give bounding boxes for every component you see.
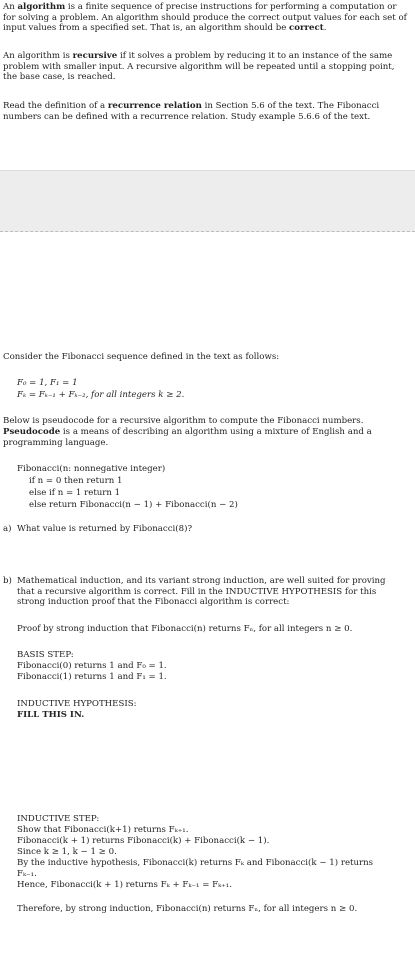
inductive-hypothesis-fill[interactable]: FILL THIS IN. xyxy=(17,710,85,720)
fibonacci-definition-line2: Fₖ = Fₖ₋₁ + Fₖ₋₂, for all integers k ≥ 2. xyxy=(17,390,185,400)
fibonacci-definition-line1: F₀ = 1, F₁ = 1 xyxy=(17,378,78,388)
pseudocode-line-elseif: else if n = 1 return 1 xyxy=(29,488,121,498)
inductive-step-line2: Fibonacci(k + 1) returns Fibonacci(k) + Fibonacci(k − 1). xyxy=(17,836,270,846)
recurrence-relation-note: Read the definition of a recurrence relation in Section 5.6 of the text. The Fibonacci numbers can be defined with a recurrence relation. Study example 5.6.6 of the text. xyxy=(3,101,380,122)
pseudocode-line-if: if n = 0 then return 1 xyxy=(29,476,123,486)
pseudocode-definition: Pseudocode is a means of describing an algorithm using a mixture of English and a programming language. xyxy=(3,427,372,448)
proof-conclusion: Therefore, by strong induction, Fibonacci(n) returns Fₙ, for all integers n ≥ 0. xyxy=(17,904,358,914)
basis-step-title: BASIS STEP: xyxy=(17,650,74,660)
question-a-text: What value is returned by Fibonacci(8)? xyxy=(17,524,193,534)
inductive-step-line1: Show that Fibonacci(k+1) returns Fₖ₊₁. xyxy=(17,825,189,835)
pseudocode-line-else: else return Fibonacci(n − 1) + Fibonacci(n − 2) xyxy=(29,500,238,510)
inductive-hypothesis-title: INDUCTIVE HYPOTHESIS: xyxy=(17,699,137,709)
question-a-label: a) xyxy=(3,524,12,534)
pseudocode-intro: Below is pseudocode for a recursive algorithm to compute the Fibonacci numbers. xyxy=(3,416,364,426)
pseudocode-line-signature: Fibonacci(n: nonnegative integer) xyxy=(17,464,166,474)
inductive-step-title: INDUCTIVE STEP: xyxy=(17,814,100,824)
inductive-step-line4b: Fₖ₋₁. xyxy=(17,869,37,879)
recursive-definition: An algorithm is recursive if it solves a problem by reducing it to an instance of the same problem with smaller input. A recursive algorithm will be repeated until a stopping point, the base case, is reached. xyxy=(3,51,395,82)
inductive-step-line5: Hence, Fibonacci(k + 1) returns Fₖ + Fₖ₋₁ = Fₖ₊₁. xyxy=(17,880,232,890)
basis-step-line1: Fibonacci(0) returns 1 and F₀ = 1. xyxy=(17,661,167,671)
section-divider xyxy=(0,170,415,232)
consider-text: Consider the Fibonacci sequence defined in the text as follows: xyxy=(3,352,280,362)
inductive-step-line4: By the inductive hypothesis, Fibonacci(k) returns Fₖ and Fibonacci(k − 1) returns xyxy=(17,858,374,868)
question-b-text: Mathematical induction, and its variant strong induction, are well suited for proving that a recursive algorithm is correct. Fill in the INDUCTIVE HYPOTHESIS for this strong induction proof that the Fibonacci algorithm is correct: xyxy=(17,576,386,607)
question-b-label: b) xyxy=(3,576,12,586)
intro-section xyxy=(3,2,411,34)
proof-intro: Proof by strong induction that Fibonacci(n) returns Fₙ, for all integers n ≥ 0. xyxy=(17,624,353,634)
basis-step-line2: Fibonacci(1) returns 1 and F₁ = 1. xyxy=(17,672,167,682)
inductive-step-line3: Since k ≥ 1, k − 1 ≥ 0. xyxy=(17,847,117,857)
algorithm-definition: An algorithm is a finite sequence of precise instructions for performing a computation or for solving a problem. An algorithm should produce the correct output values for each set of input values from a specified set. That is, an algorithm should be correct. xyxy=(3,2,407,33)
